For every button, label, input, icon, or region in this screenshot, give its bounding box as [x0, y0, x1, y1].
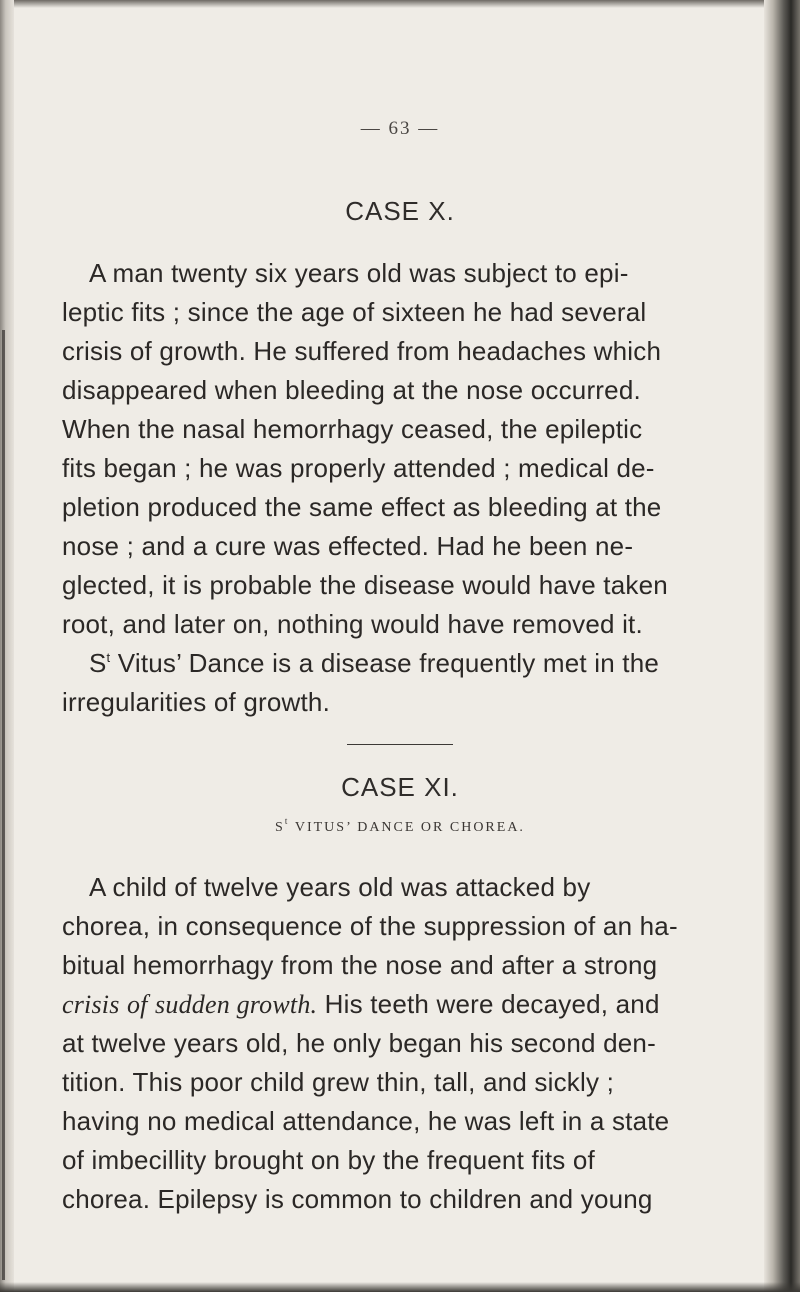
text-line: chorea. Epilepsy is common to children and young — [62, 1184, 653, 1214]
text-line: bitual hemorrhagy from the nose and after a strong — [62, 950, 658, 980]
text-line: crisis of growth. He suffered from headaches which — [62, 336, 662, 366]
text-line: root, and later on, nothing would have removed it. — [62, 609, 643, 639]
italic-sudden-growth: sudden growth. — [155, 990, 318, 1019]
text-line: A man twenty six years old was subject to epi- — [89, 258, 629, 288]
saint-abbrev-sup: t — [106, 650, 111, 665]
text-line: fits began ; he was properly attended ; medical de- — [62, 453, 655, 483]
subheading-saint: S — [275, 820, 285, 835]
text-line: nose ; and a cure was effected. Had he been ne- — [62, 531, 634, 561]
text-line: glected, it is probable the disease would have taken — [62, 570, 668, 600]
case-x-heading: CASE X. — [345, 196, 455, 226]
text-line-italic — [62, 989, 660, 1020]
saint-line-text: Vitus’ Dance is a disease frequently met in the — [117, 648, 660, 678]
italic-of: of — [126, 990, 148, 1019]
text-line: leptic fits ; since the age of sixteen he had several — [62, 297, 647, 327]
case-xi-subheading — [0, 816, 800, 836]
text-line: irregularities of growth. — [62, 687, 330, 717]
text-line: tition. This poor child grew thin, tall, and sickly ; — [62, 1067, 615, 1097]
text-line: disappeared when bleeding at the nose occurred. — [62, 375, 641, 405]
section-divider — [347, 744, 453, 745]
text-line: When the nasal hemorrhagy ceased, the epileptic — [62, 414, 643, 444]
text-line-saint — [89, 648, 659, 679]
bottom-edge-shadow — [0, 1282, 800, 1292]
italic-crisis: crisis — [62, 990, 120, 1019]
subheading-text: VITUS’ DANCE OR CHOREA. — [294, 820, 525, 835]
text-line: pletion produced the same effect as bleeding at the — [62, 492, 662, 522]
case-xi-heading: CASE XI. — [341, 772, 459, 802]
text-line: chorea, in consequence of the suppression of an ha- — [62, 911, 678, 941]
text-line: having no medical attendance, he was left in a state — [62, 1106, 670, 1136]
text-rest: His teeth were decayed, and — [324, 989, 660, 1019]
saint-abbrev: S — [89, 648, 107, 678]
left-binding-line — [2, 330, 5, 1280]
text-line: at twelve years old, he only began his second den- — [62, 1028, 656, 1058]
subheading-saint-sup: t — [284, 816, 290, 826]
top-edge-shadow — [0, 0, 800, 8]
right-book-binding — [764, 0, 800, 1292]
text-line: of imbecillity brought on by the frequent fits of — [62, 1145, 595, 1175]
text-line: A child of twelve years old was attacked by — [89, 872, 591, 902]
page-number: — 63 — — [360, 118, 440, 139]
